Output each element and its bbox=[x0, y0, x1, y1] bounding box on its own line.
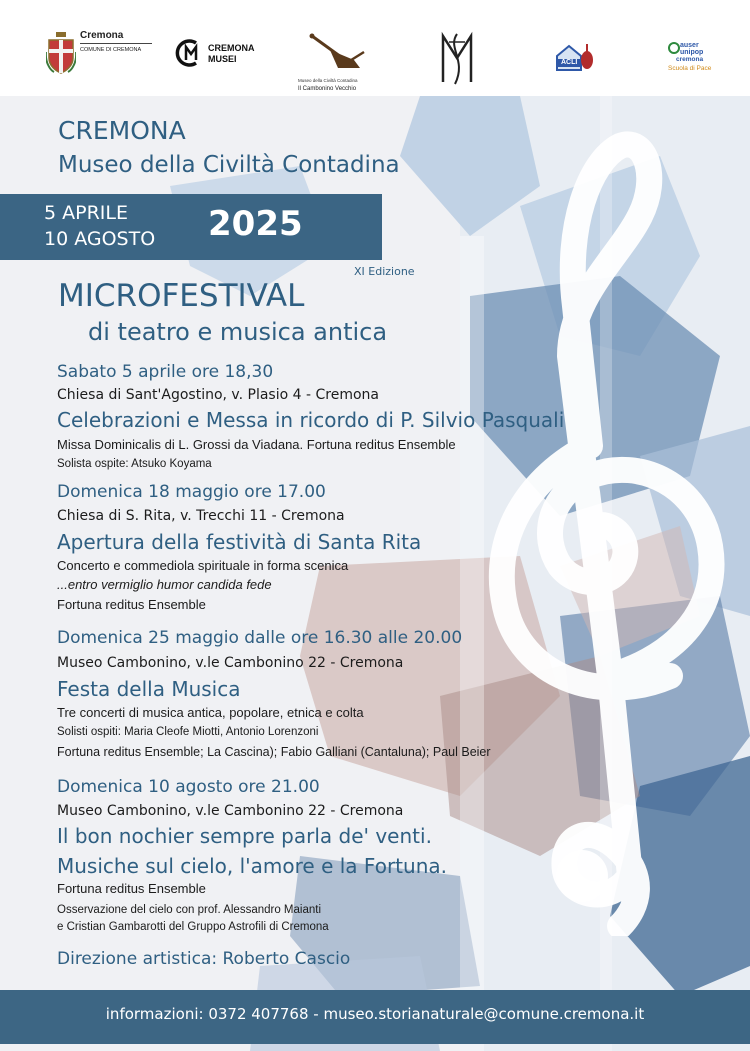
acli-label: ACLI bbox=[561, 59, 578, 66]
festival-subtitle: di teatro e musica antica bbox=[88, 318, 388, 346]
museo-logo-line2: Il Cambonino Vecchio bbox=[298, 86, 357, 92]
festival-year: 2025 bbox=[208, 204, 303, 244]
artistic-direction: Direzione artistica: Roberto Cascio bbox=[57, 949, 351, 969]
musei-title: CREMONA bbox=[208, 43, 255, 53]
museo-logo-line1: Museo della Civiltà Contadina bbox=[298, 78, 358, 83]
event1-when: Sabato 5 aprile ore 18,30 bbox=[57, 362, 274, 382]
acli-music-icon bbox=[553, 40, 597, 76]
date-banner bbox=[0, 194, 382, 260]
date-start: 5 APRILE bbox=[44, 202, 128, 224]
event4-when: Domenica 10 agosto ore 21.00 bbox=[57, 777, 320, 797]
event1-line2: Solista ospite: Atsuko Koyama bbox=[57, 458, 212, 470]
event4-line1: Fortuna reditus Ensemble bbox=[57, 881, 206, 896]
date-end: 10 AGOSTO bbox=[44, 228, 156, 250]
event4-where: Museo Cambonino, v.le Cambonino 22 - Cremona bbox=[57, 803, 404, 819]
plough-icon bbox=[308, 32, 368, 74]
event2-line1: Concerto e commediola spirituale in forma scenica bbox=[57, 558, 349, 573]
musei-subtitle: MUSEI bbox=[208, 54, 237, 64]
logo-auser bbox=[668, 42, 724, 86]
event3-line2: Solisti ospiti: Maria Cleofe Miotti, Antonio Lorenzoni bbox=[57, 726, 319, 738]
event3-title: Festa della Musica bbox=[57, 677, 241, 701]
auser-icon bbox=[668, 42, 680, 54]
auser-line2: unipop bbox=[680, 49, 704, 56]
event4-title-line2: Musiche sul cielo, l'amore e la Fortuna. bbox=[57, 854, 447, 878]
event1-title: Celebrazioni e Messa in ricordo di P. Silvio Pasquali bbox=[57, 408, 565, 432]
event3-line3: Fortuna reditus Ensemble; La Cascina); Fabio Galliani (Cantaluna); Paul Beier bbox=[57, 745, 491, 759]
event2-when: Domenica 18 maggio ore 17.00 bbox=[57, 482, 326, 502]
event2-line2: ...entro vermiglio humor candida fede bbox=[57, 577, 272, 592]
event3-when: Domenica 25 maggio dalle ore 16.30 alle 20.00 bbox=[57, 628, 463, 648]
footer-bar bbox=[0, 990, 750, 1044]
event1-line1: Missa Dominicalis di L. Grossi da Viadana. Fortuna reditus Ensemble bbox=[57, 437, 456, 452]
edition-label: XI Edizione bbox=[354, 265, 415, 278]
auser-line4: Scuola di Pace bbox=[668, 65, 712, 72]
logo-cremona-musei bbox=[174, 38, 264, 82]
museum-heading: Museo della Civiltà Contadina bbox=[58, 152, 400, 178]
auser-line1: auser bbox=[680, 42, 699, 49]
auser-line3: cremona bbox=[676, 56, 704, 63]
event3-where: Museo Cambonino, v.le Cambonino 22 - Cremona bbox=[57, 655, 404, 671]
event2-title: Apertura della festività di Santa Rita bbox=[57, 530, 422, 554]
event3-line1: Tre concerti di musica antica, popolare, etnica e colta bbox=[57, 705, 364, 720]
logo-comune-cremona bbox=[46, 28, 156, 78]
logo-fortuna-reditus bbox=[437, 30, 477, 86]
event4-line3: e Cristian Gambarotti del Gruppo Astrofili di Cremona bbox=[57, 921, 329, 933]
event4-line2: Osservazione del cielo con prof. Alessandro Maianti bbox=[57, 904, 322, 916]
event1-where: Chiesa di Sant'Agostino, v. Plasio 4 - Cremona bbox=[57, 387, 379, 403]
festival-title: MICROFESTIVAL bbox=[58, 278, 305, 314]
footer-contact: informazioni: 0372 407768 - museo.storianaturale@comune.cremona.it bbox=[105, 1005, 645, 1023]
comune-subtitle: COMUNE DI CREMONA bbox=[80, 47, 142, 53]
event2-where: Chiesa di S. Rita, v. Trecchi 11 - Cremona bbox=[57, 508, 345, 524]
logo-header bbox=[0, 0, 750, 96]
event4-title: Il bon nochier sempre parla de' venti. bbox=[57, 824, 432, 848]
city-heading: CREMONA bbox=[58, 116, 186, 145]
logo-museo-cambonino bbox=[298, 32, 382, 96]
logo-acli bbox=[553, 40, 597, 80]
fortuna-monogram-icon bbox=[437, 30, 477, 86]
cm-monogram-icon bbox=[174, 38, 204, 68]
comune-title: Cremona bbox=[80, 30, 124, 41]
event2-line3: Fortuna reditus Ensemble bbox=[57, 597, 206, 612]
coat-of-arms-icon bbox=[46, 32, 76, 74]
